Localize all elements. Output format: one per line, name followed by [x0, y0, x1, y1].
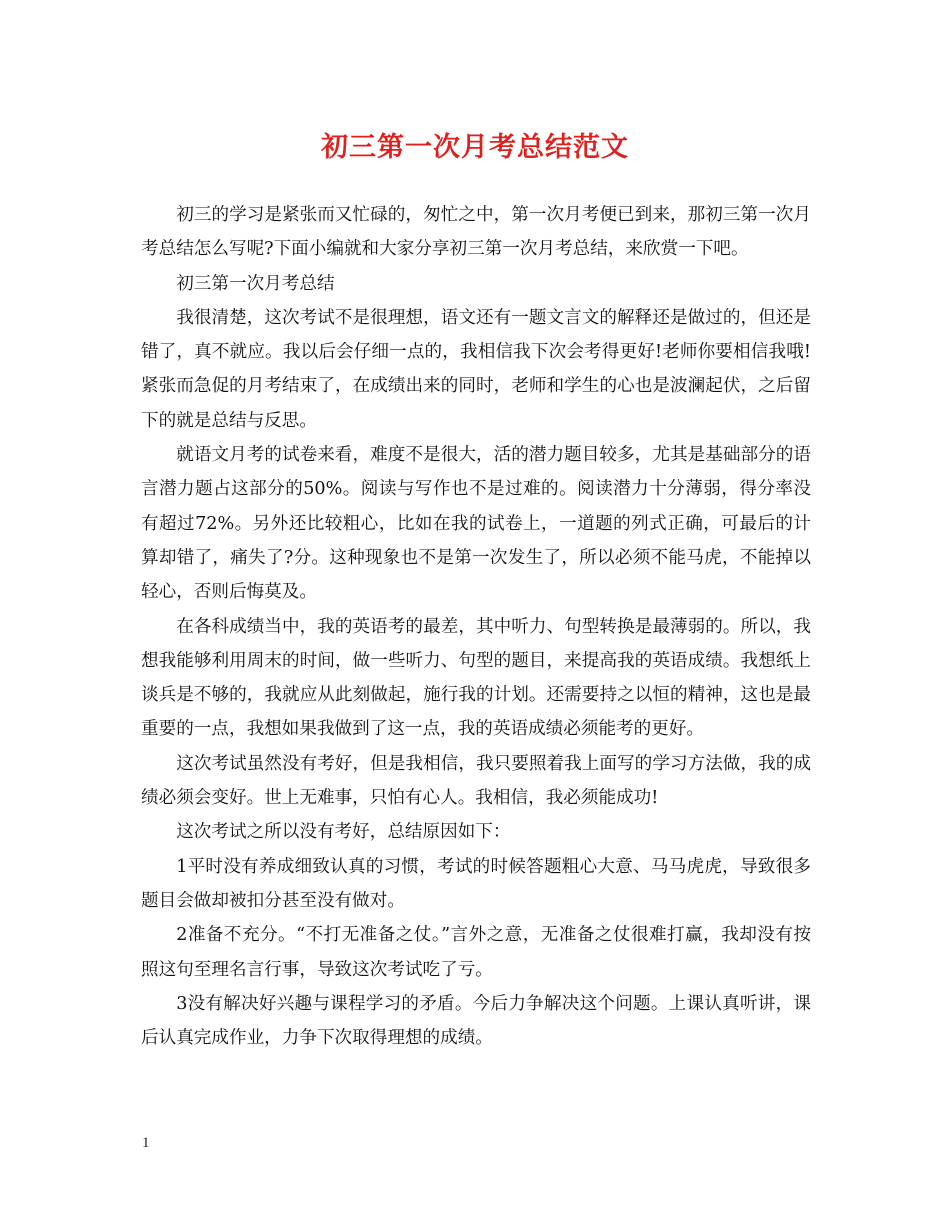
- paragraph-reason-1: 1平时没有养成细致认真的习惯，考试的时候答题粗心大意、马马虎虎，导致很多题目会做却被扣分甚至没有做对。: [141, 856, 811, 911]
- paragraph-english-exam: 在各科成绩当中，我的英语考的最差，其中听力、句型转换是最薄弱的。所以，我想我能够利用周末的时间，做一些听力、句型的题目，来提高我的英语成绩。我想纸上谈兵是不够的，我就应从此刻做起，施行我的计划。还需要持之以恒的精神，这也是最重要的一点，我想如果我做到了这一点，我的英语成绩必须能考的更好。: [141, 616, 811, 740]
- paragraph-reflection: 我很清楚，这次考试不是很理想，语文还有一题文言文的解释还是做过的，但还是错了，真不就应。我以后会仔细一点的，我相信我下次会考得更好!老师你要相信我哦!紧张而急促的月考结束了，在成绩出来的同时，老师和学生的心也是波澜起伏，之后留下的就是总结与反思。: [141, 307, 811, 431]
- paragraph-reasons-intro: 这次考试之所以没有考好，总结原因如下：: [176, 822, 511, 843]
- paragraph-confidence: 这次考试虽然没有考好，但是我相信，我只要照着我上面写的学习方法做，我的成绩必须会变好。世上无难事，只怕有心人。我相信，我必须能成功!: [141, 753, 811, 809]
- page-number: 1: [142, 1135, 150, 1151]
- document-body: [141, 198, 811, 1055]
- paragraph-chinese-exam: 就语文月考的试卷来看，难度不是很大，活的潜力题目较多，尤其是基础部分的语言潜力题占这部分的50%。阅读与写作也不是过难的。阅读潜力十分薄弱，得分率没有超过72%。另外还比较粗心，比如在我的试卷上，一道题的列式正确，可最后的计算却错了，痛失了?分。这种现象也不是第一次发生了，所以必须不能马虎，不能掉以轻心，否则后悔莫及。: [141, 445, 811, 603]
- paragraph-subheading: 初三第一次月考总结: [176, 273, 335, 294]
- paragraph-reason-2: 2准备不充分。“不打无准备之仗。”言外之意，无准备之仗很难打赢，我却没有按照这句至理名言行事，导致这次考试吃了亏。: [141, 925, 811, 980]
- paragraph-reason-3: 3没有解决好兴趣与课程学习的矛盾。今后力争解决这个问题。上课认真听讲，课后认真完成作业，力争下次取得理想的成绩。: [141, 993, 811, 1049]
- document-title: 初三第一次月考总结范文: [321, 132, 629, 163]
- paragraph-intro: 初三的学习是紧张而又忙碌的，匆忙之中，第一次月考便已到来，那初三第一次月考总结怎么写呢?下面小编就和大家分享初三第一次月考总结，来欣赏一下吧。: [141, 205, 811, 260]
